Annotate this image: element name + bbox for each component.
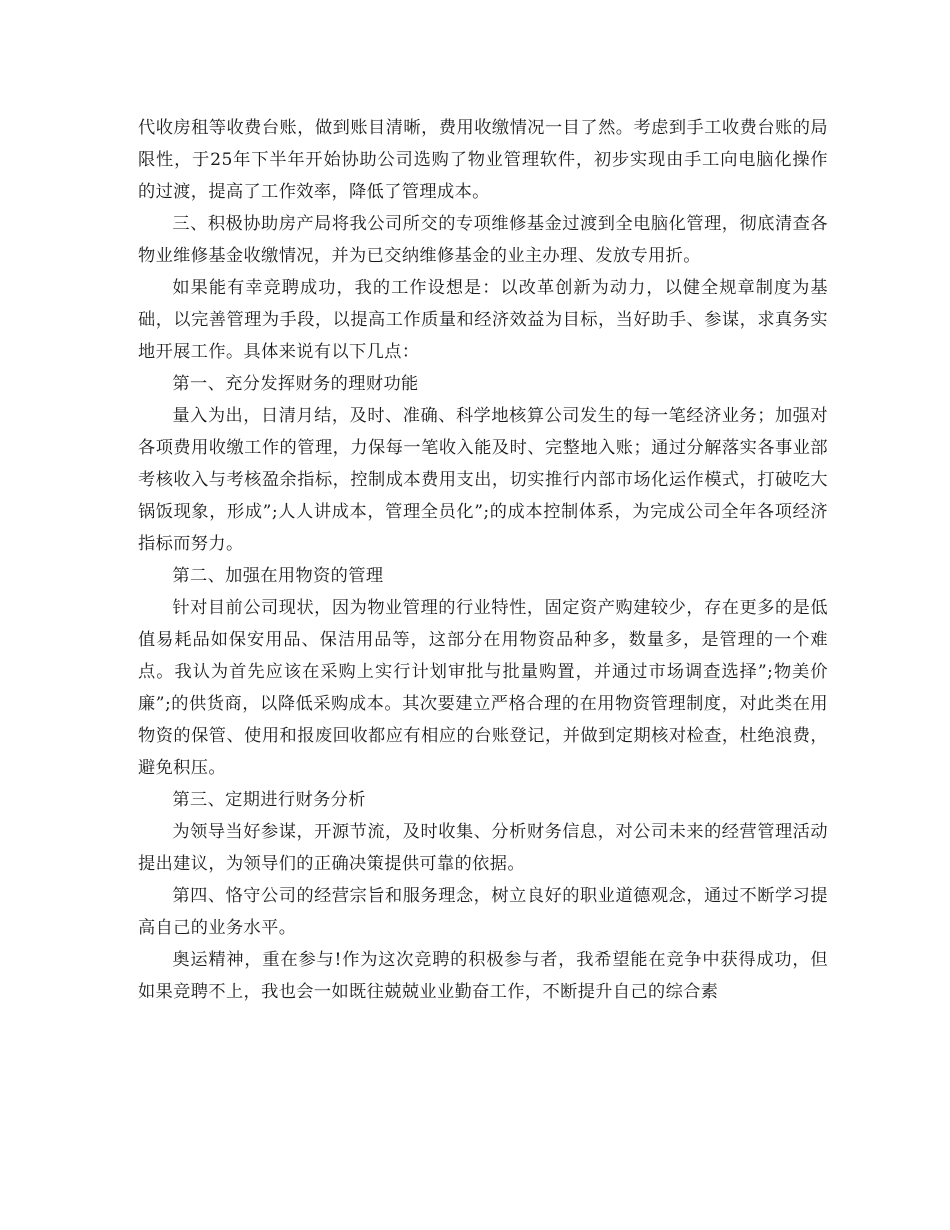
paragraph-point-four: 第四、恪守公司的经营宗旨和服务理念，树立良好的职业道德观念，通过不断学习提高自己的业务水平。 xyxy=(138,886,828,938)
paragraph-closing: 奥运精神，重在参与!作为这次竞聘的积极参与者，我希望能在竞争中获得成功，但如果竞聘不上，我也会一如既往兢兢业业勤奋工作，不断提升自己的综合素 xyxy=(138,950,828,1002)
document-body xyxy=(138,112,828,1008)
heading-point-three: 第三、定期进行财务分析 xyxy=(172,790,366,810)
paragraph-item-three: 三、积极协助房产局将我公司所交的专项维修基金过渡到全电脑化管理，彻底清查各物业维修基金收缴情况，并为已交纳维修基金的业主办理、发放专用折。 xyxy=(138,214,828,266)
paragraph-continuation: 代收房租等收费台账，做到账目清晰，费用收缴情况一目了然。考虑到手工收费台账的局限性，于25年下半年开始协助公司选购了物业管理软件，初步实现由手工向电脑化操作的过渡，提高了工作效率，降低了管理成本。 xyxy=(138,118,828,202)
paragraph-point-two: 针对目前公司现状，因为物业管理的行业特性，固定资产购建较少，存在更多的是低值易耗品如保安用品、保洁用品等，这部分在用物资品种多，数量多，是管理的一个难点。我认为首先应该在采购上实行计划审批与批量购置，并通过市场调查选择”;物美价廉”;的供货商，以降低采购成本。其次要建立严格合理的在用物资管理制度，对此类在用物资的保管、使用和报废回收都应有相应的台账登记，并做到定期核对检查，杜绝浪费，避免积压。 xyxy=(138,598,828,778)
paragraph-point-one: 量入为出，日清月结，及时、准确、科学地核算公司发生的每一笔经济业务；加强对各项费用收缴工作的管理，力保每一笔收入能及时、完整地入账；通过分解落实各事业部考核收入与考核盈余指标，控制成本费用支出，切实推行内部市场化运作模式，打破吃大锅饭现象，形成”;人人讲成本，管理全员化”;的成本控制体系，为完成公司全年各项经济指标而努力。 xyxy=(138,406,828,554)
paragraph-point-three: 为领导当好参谋，开源节流，及时收集、分析财务信息，对公司未来的经营管理活动提出建议，为领导们的正确决策提供可靠的依据。 xyxy=(138,822,828,874)
heading-point-two: 第二、加强在用物资的管理 xyxy=(172,566,384,586)
heading-point-one: 第一、充分发挥财务的理财功能 xyxy=(172,374,419,394)
paragraph-work-plan: 如果能有幸竞聘成功，我的工作设想是：以改革创新为动力，以健全规章制度为基础，以完善管理为手段，以提高工作质量和经济效益为目标，当好助手、参谋，求真务实地开展工作。具体来说有以下几点： xyxy=(138,278,828,362)
